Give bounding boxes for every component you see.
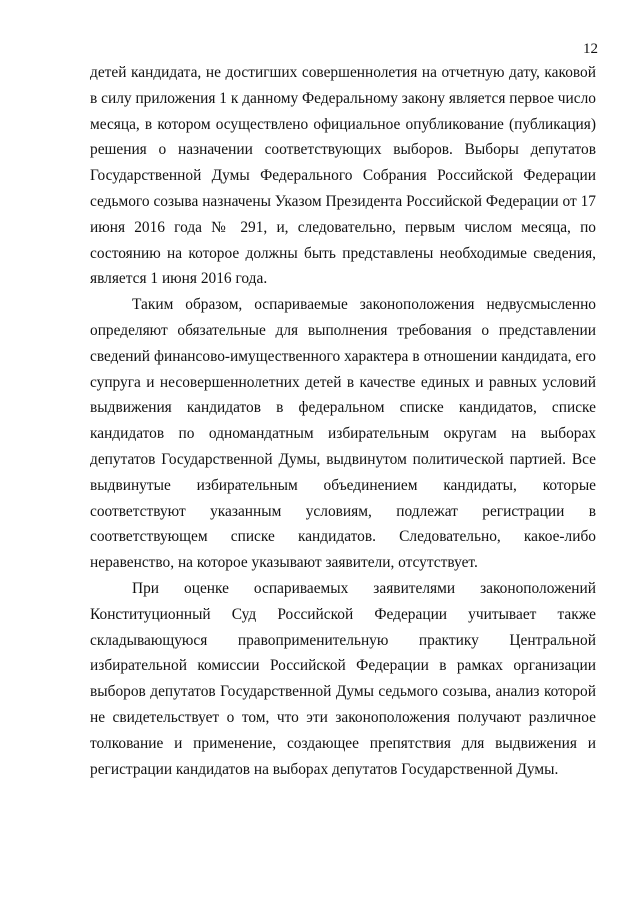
- page-number: 12: [583, 41, 598, 57]
- document-body: [90, 60, 596, 782]
- paragraph-practice-assessment: При оценке оспариваемых заявителями законоположений Конституционный Суд Российской Федерации учитывает также складывающуюся правоприменительную практику Центральной избирательной комиссии Российской Федерации в рамках организации выборов депутатов Государственной Думы седьмого созыва, анализ которой не свидетельствует о том, что эти законоположения получают различное толкование и применение, создающее препятствия для выдвижения и регистрации кандидатов на выборах депутатов Государственной Думы.: [90, 579, 596, 778]
- paragraph-continuation: детей кандидата, не достигших совершеннолетия на отчетную дату, каковой в силу приложения 1 к данному Федеральному закону является первое число месяца, в котором осуществлено официальное опубликование (публикация) решения о назначении соответствующих выборов. Выборы депутатов Государственной Думы Федерального Собрания Российской Федерации седьмого созыва назначены Указом Президента Российской Федерации от 17 июня 2016 года № 291, и, следовательно, первым числом месяца, по состоянию на которое должны быть представлены необходимые сведения, является 1 июня 2016 года.: [90, 64, 596, 288]
- paragraph-conclusion: Таким образом, оспариваемые законоположения недвусмысленно определяют обязательные для выполнения требования о представлении сведений финансово-имущественного характера в отношении кандидата, его супруга и несовершеннолетних детей в качестве единых и равных условий выдвижения кандидатов в федеральном списке кандидатов, списке кандидатов по одномандатным избирательным округам на выборах депутатов Государственной Думы, выдвинутом политической партией. Все выдвинутые избирательным объединением кандидаты, которые соответствуют указанным условиям, подлежат регистрации в соответствующем списке кандидатов. Следовательно, какое-либо неравенство, на которое указывают заявители, отсутствует.: [90, 296, 596, 572]
